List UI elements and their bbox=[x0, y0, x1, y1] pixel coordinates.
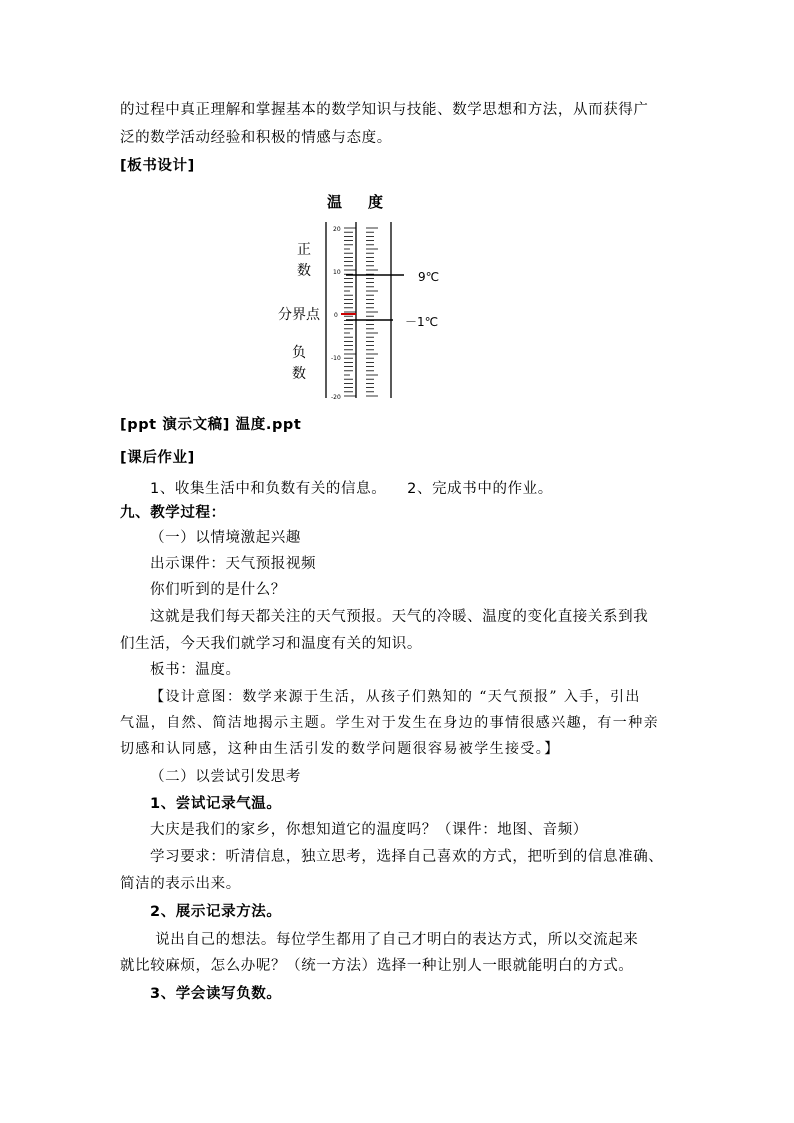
tick-label-minus-10: -10 bbox=[331, 355, 341, 362]
part1-para-line-2: 们生活，今天我们就学习和温度有关的知识。 bbox=[120, 636, 422, 652]
design-intent-line-1: 【设计意图：数学来源于生活，从孩子们熟知的 “天气预报” 入手，引出 bbox=[150, 689, 641, 705]
intro-line-2: 泛的数学活动经验和积极的情感与态度。 bbox=[120, 130, 392, 146]
design-intent-line-3: 切感和认同感，这种由生活引发的数学问题很容易被学生接受。】 bbox=[120, 741, 560, 757]
left-scale-ticks bbox=[344, 228, 356, 396]
part1-heading: （一）以情境激起兴趣 bbox=[150, 530, 301, 546]
step2-line-2: 就比较麻烦，怎么办呢？（统一方法）选择一种让别人一眼就能明白的方式。 bbox=[120, 958, 634, 974]
temperature-diagram bbox=[270, 185, 470, 405]
intro-line-1: 的过程中真正理解和掌握基本的数学知识与技能、数学思想和方法，从而获得广 bbox=[120, 102, 649, 118]
part2-heading: （二）以尝试引发思考 bbox=[150, 769, 301, 785]
marker-9c-label: 9℃ bbox=[418, 270, 440, 284]
step1-line-3: 简洁的表示出来。 bbox=[120, 876, 241, 892]
tick-label-0: 0 bbox=[334, 312, 338, 319]
label-positive-1: 正 bbox=[297, 242, 311, 258]
step2-line-1: 说出自己的想法。每位学生都用了自己才明白的表达方式，所以交流起来 bbox=[150, 932, 639, 948]
ppt-line: [ppt 演示文稿] 温度.ppt bbox=[120, 417, 302, 433]
label-negative-1: 负 bbox=[292, 345, 306, 361]
step1-line-2: 学习要求：听清信息，独立思考，选择自己喜欢的方式，把听到的信息准确、 bbox=[150, 849, 664, 865]
homework-items: 1、收集生活中和负数有关的信息。 2、完成书中的作业。 bbox=[150, 481, 553, 497]
tick-label-10: 10 bbox=[333, 269, 341, 276]
label-negative-2: 数 bbox=[292, 366, 306, 382]
diagram-title-right: 度 bbox=[368, 193, 384, 211]
part1-board: 板书：温度。 bbox=[150, 662, 241, 678]
section9-heading: 九、教学过程： bbox=[120, 505, 226, 521]
diagram-title-left: 温 bbox=[327, 193, 343, 211]
part1-line-1: 出示课件：天气预报视频 bbox=[150, 556, 317, 572]
part1-para-line-1: 这就是我们每天都关注的天气预报。天气的冷暖、温度的变化直接关系到我 bbox=[150, 609, 649, 625]
step3-heading: 3、学会读写负数。 bbox=[150, 986, 282, 1002]
design-intent-line-2: 气温，自然、简洁地揭示主题。学生对于发生在身边的事情很感兴趣，有一种亲 bbox=[120, 715, 659, 731]
step1-line-1: 大庆是我们的家乡，你想知道它的温度吗？（课件：地图、音频） bbox=[150, 822, 588, 838]
board-design-heading: [板书设计] bbox=[120, 158, 195, 174]
label-positive-2: 数 bbox=[297, 263, 311, 279]
label-boundary: 分界点 bbox=[278, 307, 320, 323]
step1-heading: 1、尝试记录气温。 bbox=[150, 796, 282, 812]
part1-line-2: 你们听到的是什么？ bbox=[150, 582, 286, 598]
step2-heading: 2、展示记录方法。 bbox=[150, 904, 282, 920]
tick-label-20: 20 bbox=[333, 226, 341, 233]
homework-heading: [课后作业] bbox=[120, 450, 195, 466]
tick-label-minus-20: -20 bbox=[331, 394, 341, 401]
right-scale-ticks bbox=[366, 228, 378, 396]
marker-minus1c-label: －1℃ bbox=[405, 315, 439, 329]
